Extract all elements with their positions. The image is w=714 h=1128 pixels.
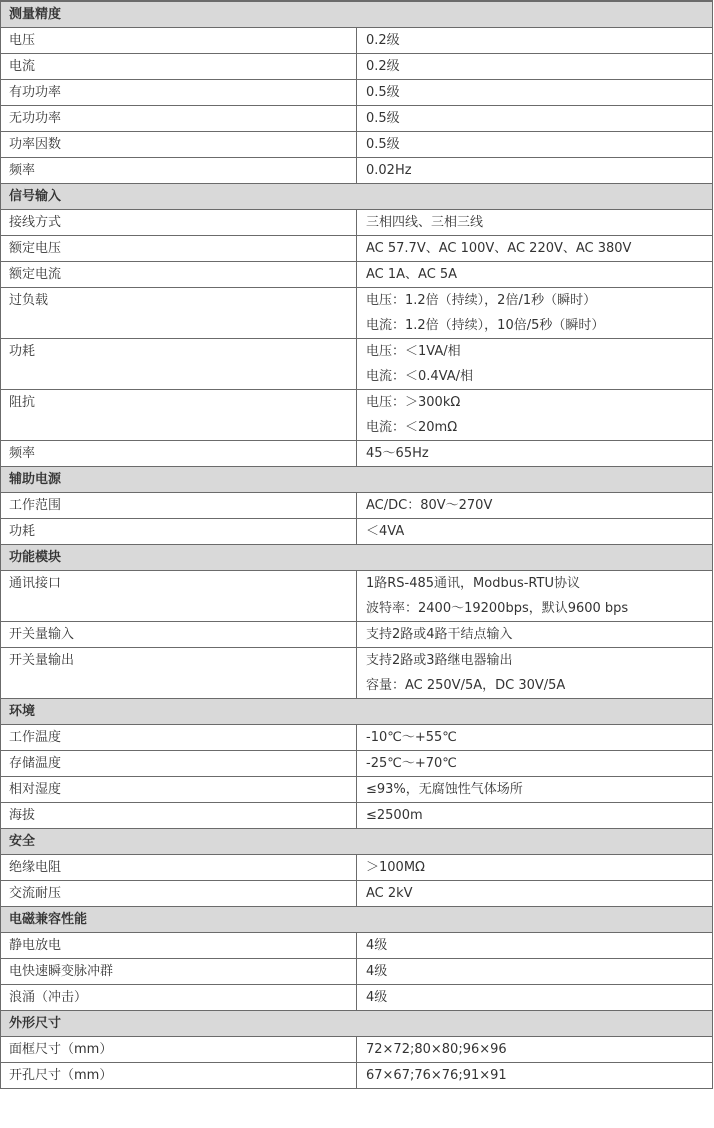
row-value: 电压：＜1VA/相	[366, 344, 461, 359]
section-title: 测量精度	[1, 1, 713, 28]
row-label: 浪涌（冲击）	[1, 985, 357, 1011]
row-value: ≤93%，无腐蚀性气体场所	[366, 782, 523, 797]
row-value-cell	[357, 803, 713, 829]
table-row	[1, 54, 713, 80]
row-value-cell	[357, 1037, 713, 1063]
row-value: 容量：AC 250V/5A，DC 30V/5A	[366, 678, 566, 693]
row-value: AC 2kV	[366, 886, 413, 901]
section-title: 环境	[1, 699, 713, 725]
row-label: 电流	[1, 54, 357, 80]
row-value-cell	[357, 339, 713, 390]
row-label: 存储温度	[1, 751, 357, 777]
row-value-cell	[357, 236, 713, 262]
table-row	[1, 132, 713, 158]
table-row	[1, 288, 713, 339]
row-value: 4级	[366, 964, 388, 979]
row-value-cell	[357, 80, 713, 106]
row-value-cell	[357, 571, 713, 622]
row-value: AC/DC：80V～270V	[366, 498, 493, 513]
row-label: 相对湿度	[1, 777, 357, 803]
row-value: ＞100MΩ	[366, 860, 425, 875]
row-label: 功耗	[1, 339, 357, 390]
row-label: 额定电流	[1, 262, 357, 288]
row-label: 电快速瞬变脉冲群	[1, 959, 357, 985]
table-row	[1, 210, 713, 236]
row-value: AC 1A、AC 5A	[366, 267, 458, 282]
row-value: 电压：1.2倍（持续），2倍/1秒（瞬时）	[366, 293, 597, 308]
row-label: 工作范围	[1, 493, 357, 519]
row-value: 三相四线、三相三线	[366, 215, 484, 230]
row-value-cell	[357, 519, 713, 545]
row-label: 通讯接口	[1, 571, 357, 622]
table-row	[1, 106, 713, 132]
row-value: 0.5级	[366, 111, 400, 126]
row-value: 67×67;76×76;91×91	[366, 1068, 507, 1083]
row-value-cell	[357, 132, 713, 158]
row-value: 电压：＞300kΩ	[366, 395, 461, 410]
section-title: 信号输入	[1, 184, 713, 210]
section-header-row	[1, 1, 713, 28]
table-row	[1, 158, 713, 184]
section-title: 外形尺寸	[1, 1011, 713, 1037]
table-row	[1, 1063, 713, 1089]
row-value: 0.02Hz	[366, 163, 412, 178]
row-value: 72×72;80×80;96×96	[366, 1042, 507, 1057]
row-value-cell	[357, 158, 713, 184]
row-value-cell	[357, 441, 713, 467]
section-header-row	[1, 829, 713, 855]
table-row	[1, 933, 713, 959]
table-row	[1, 881, 713, 907]
table-row	[1, 236, 713, 262]
row-value: 4级	[366, 938, 388, 953]
row-value: -25℃～+70℃	[366, 756, 457, 771]
table-row	[1, 519, 713, 545]
section-title: 电磁兼容性能	[1, 907, 713, 933]
row-value: ＜4VA	[366, 524, 405, 539]
row-label: 交流耐压	[1, 881, 357, 907]
row-label: 功率因数	[1, 132, 357, 158]
row-label: 开关量输入	[1, 622, 357, 648]
row-value-cell	[357, 622, 713, 648]
row-value: 4级	[366, 990, 388, 1005]
row-label: 频率	[1, 441, 357, 467]
row-label: 面框尺寸（mm）	[1, 1037, 357, 1063]
table-row	[1, 803, 713, 829]
row-label: 无功功率	[1, 106, 357, 132]
row-value: 波特率：2400～19200bps，默认9600 bps	[366, 601, 629, 616]
table-row	[1, 1037, 713, 1063]
table-row	[1, 648, 713, 699]
row-value: 支持2路或3路继电器输出	[366, 653, 513, 668]
table-row	[1, 390, 713, 441]
row-label: 静电放电	[1, 933, 357, 959]
row-value-cell	[357, 985, 713, 1011]
row-label: 工作温度	[1, 725, 357, 751]
section-header-row	[1, 545, 713, 571]
row-value: -10℃～+55℃	[366, 730, 457, 745]
row-value-cell	[357, 725, 713, 751]
row-value-cell	[357, 106, 713, 132]
table-row	[1, 80, 713, 106]
section-title: 辅助电源	[1, 467, 713, 493]
row-value-cell	[357, 288, 713, 339]
row-value: 电流：＜0.4VA/相	[366, 369, 474, 384]
row-value-cell	[357, 777, 713, 803]
table-row	[1, 571, 713, 622]
row-value-cell	[357, 648, 713, 699]
table-row	[1, 725, 713, 751]
table-row	[1, 339, 713, 390]
row-label: 过负载	[1, 288, 357, 339]
row-value-cell	[357, 881, 713, 907]
row-value: 电流：1.2倍（持续），10倍/5秒（瞬时）	[366, 318, 605, 333]
row-value: AC 57.7V、AC 100V、AC 220V、AC 380V	[366, 241, 632, 256]
row-value: 1路RS-485通讯，Modbus-RTU协议	[366, 576, 580, 591]
row-value: 0.2级	[366, 33, 400, 48]
table-row	[1, 262, 713, 288]
row-value: 45～65Hz	[366, 446, 429, 461]
row-value: 电流：＜20mΩ	[366, 420, 458, 435]
section-header-row	[1, 467, 713, 493]
row-value-cell	[357, 855, 713, 881]
section-title: 安全	[1, 829, 713, 855]
row-value: 0.5级	[366, 137, 400, 152]
row-label: 开孔尺寸（mm）	[1, 1063, 357, 1089]
table-row	[1, 855, 713, 881]
section-header-row	[1, 699, 713, 725]
row-label: 开关量输出	[1, 648, 357, 699]
row-value: 支持2路或4路干结点输入	[366, 627, 513, 642]
row-label: 有功功率	[1, 80, 357, 106]
row-label: 绝缘电阻	[1, 855, 357, 881]
row-value-cell	[357, 262, 713, 288]
section-title: 功能模块	[1, 545, 713, 571]
table-row	[1, 777, 713, 803]
row-value-cell	[357, 751, 713, 777]
row-value-cell	[357, 390, 713, 441]
table-row	[1, 985, 713, 1011]
row-label: 功耗	[1, 519, 357, 545]
row-value: 0.2级	[366, 59, 400, 74]
section-header-row	[1, 1011, 713, 1037]
table-row	[1, 441, 713, 467]
table-row	[1, 751, 713, 777]
section-header-row	[1, 907, 713, 933]
row-label: 额定电压	[1, 236, 357, 262]
row-label: 海拔	[1, 803, 357, 829]
row-value: 0.5级	[366, 85, 400, 100]
row-value: ≤2500m	[366, 808, 423, 823]
row-value-cell	[357, 933, 713, 959]
row-label: 接线方式	[1, 210, 357, 236]
table-row	[1, 28, 713, 54]
table-row	[1, 622, 713, 648]
row-value-cell	[357, 1063, 713, 1089]
row-label: 频率	[1, 158, 357, 184]
row-label: 电压	[1, 28, 357, 54]
row-value-cell	[357, 493, 713, 519]
row-label: 阻抗	[1, 390, 357, 441]
row-value-cell	[357, 54, 713, 80]
section-header-row	[1, 184, 713, 210]
row-value-cell	[357, 959, 713, 985]
table-row	[1, 493, 713, 519]
row-value-cell	[357, 210, 713, 236]
table-row	[1, 959, 713, 985]
row-value-cell	[357, 28, 713, 54]
